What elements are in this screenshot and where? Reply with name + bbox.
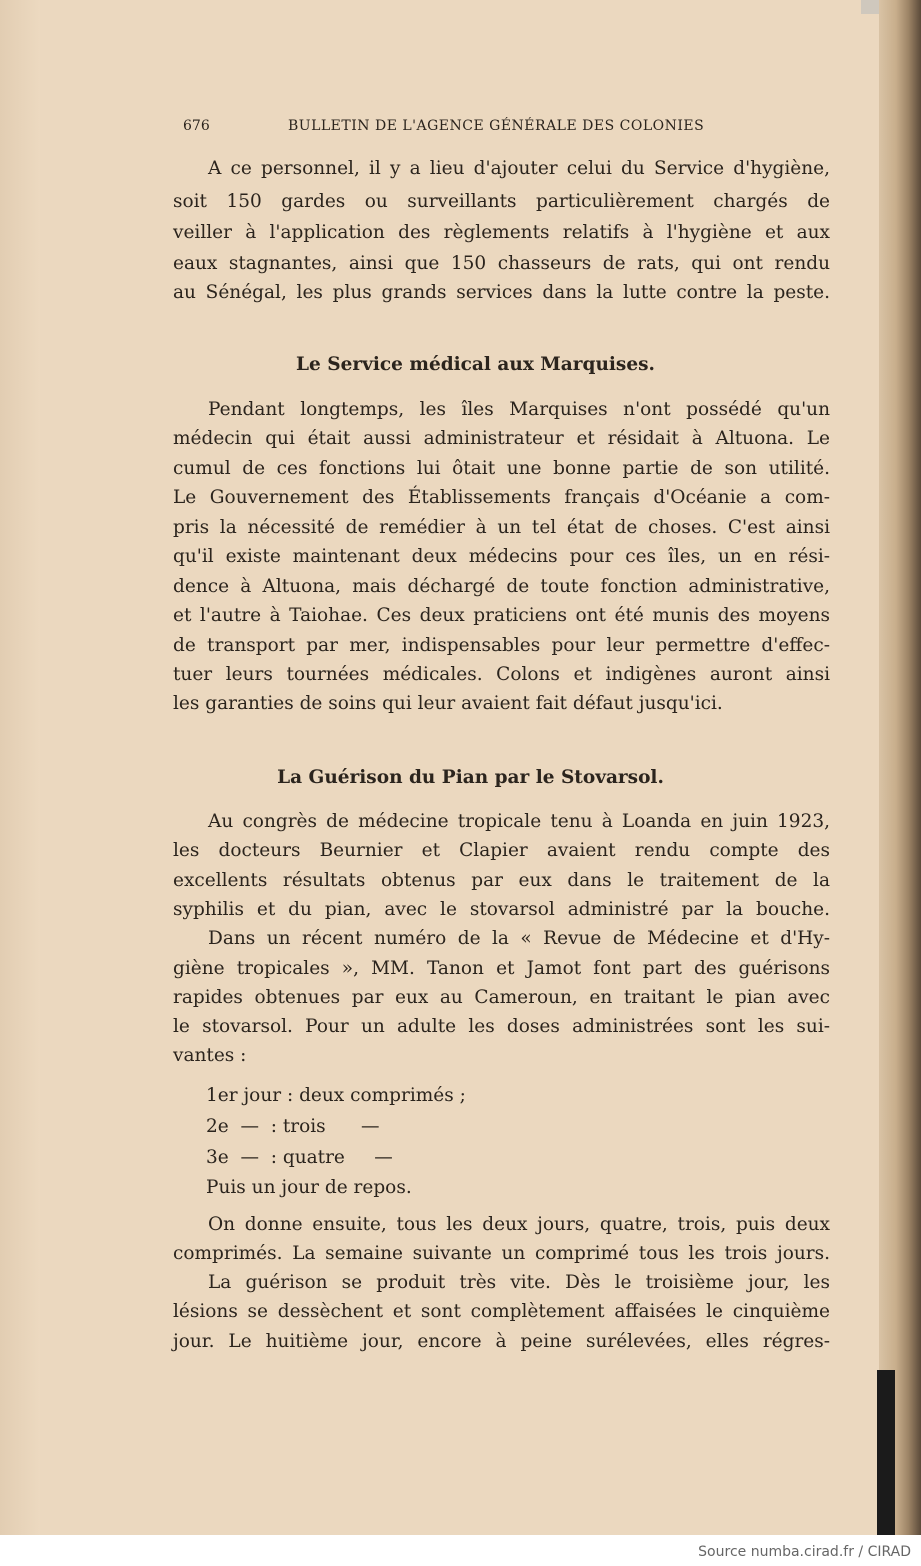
text-line: médecin qui était aussi administrateur et résidait à Altuona. Le bbox=[173, 428, 830, 449]
dose-item: 1er jour : deux comprimés ; bbox=[206, 1085, 466, 1106]
text-line: eaux stagnantes, ainsi que 150 chasseurs de rats, qui ont rendu bbox=[173, 253, 830, 274]
text-line: pris la nécessité de remédier à un tel état de choses. C'est ainsi bbox=[173, 517, 830, 538]
text-line: tuer leurs tournées médicales. Colons et indigènes auront ainsi bbox=[173, 664, 830, 685]
text-line: syphilis et du pian, avec le stovarsol administré par la bouche. bbox=[173, 899, 830, 920]
text-line: cumul de ces fonctions lui ôtait une bonne partie de son utilité. bbox=[173, 458, 830, 479]
text-line: Le Gouvernement des Établissements français d'Océanie a com- bbox=[173, 487, 830, 508]
text-line: au Sénégal, les plus grands services dans la lutte contre la peste. bbox=[173, 282, 830, 303]
text-line: Dans un récent numéro de la « Revue de Médecine et d'Hy- bbox=[208, 928, 830, 949]
text-line: On donne ensuite, tous les deux jours, quatre, trois, puis deux bbox=[208, 1214, 830, 1235]
text-line: La guérison se produit très vite. Dès le troisième jour, les bbox=[208, 1272, 830, 1293]
bookmark-ribbon bbox=[877, 1370, 895, 1535]
text-line: Pendant longtemps, les îles Marquises n'ont possédé qu'un bbox=[208, 399, 830, 420]
dose-item: 3e — : quatre — bbox=[206, 1147, 393, 1168]
text-line: qu'il existe maintenant deux médecins pour ces îles, un en rési- bbox=[173, 546, 830, 567]
running-title: BULLETIN DE L'AGENCE GÉNÉRALE DES COLONIES bbox=[288, 118, 705, 134]
text-line: Au congrès de médecine tropicale tenu à Loanda en juin 1923, bbox=[208, 811, 830, 832]
text-line: dence à Altuona, mais déchargé de toute fonction administrative, bbox=[173, 576, 830, 597]
text-line: giène tropicales », MM. Tanon et Jamot font part des guérisons bbox=[173, 958, 830, 979]
page-number: 676 bbox=[183, 118, 210, 134]
text-line: de transport par mer, indispensables pour leur permettre d'effec- bbox=[173, 635, 830, 656]
text-line: vantes : bbox=[173, 1045, 247, 1066]
section-heading: Le Service médical aux Marquises. bbox=[296, 354, 655, 375]
dose-item: 2e — : trois — bbox=[206, 1116, 380, 1137]
text-line: les docteurs Beurnier et Clapier avaient rendu compte des bbox=[173, 840, 830, 861]
text-line: le stovarsol. Pour un adulte les doses administrées sont les sui- bbox=[173, 1016, 830, 1037]
text-line: A ce personnel, il y a lieu d'ajouter celui du Service d'hygiène, bbox=[208, 158, 830, 179]
text-line: comprimés. La semaine suivante un comprimé tous les trois jours. bbox=[173, 1243, 830, 1264]
text-line: et l'autre à Taiohae. Ces deux praticiens ont été munis des moyens bbox=[173, 605, 830, 626]
text-line: lésions se dessèchent et sont complètement affaisées le cinquième bbox=[173, 1301, 830, 1322]
text-line: les garanties de soins qui leur avaient fait défaut jusqu'ici. bbox=[173, 693, 723, 714]
text-line: soit 150 gardes ou surveillants particulièrement chargés de bbox=[173, 191, 830, 212]
dose-item: Puis un jour de repos. bbox=[206, 1177, 412, 1198]
section-heading: La Guérison du Pian par le Stovarsol. bbox=[277, 767, 664, 788]
text-line: veiller à l'application des règlements relatifs à l'hygiène et aux bbox=[173, 222, 830, 243]
source-credit: Source numba.cirad.fr / CIRAD bbox=[698, 1544, 911, 1560]
text-line: jour. Le huitième jour, encore à peine surélevées, elles régres- bbox=[173, 1331, 830, 1352]
text-line: rapides obtenues par eux au Cameroun, en traitant le pian avec bbox=[173, 987, 830, 1008]
text-line: excellents résultats obtenus par eux dans le traitement de la bbox=[173, 870, 830, 891]
